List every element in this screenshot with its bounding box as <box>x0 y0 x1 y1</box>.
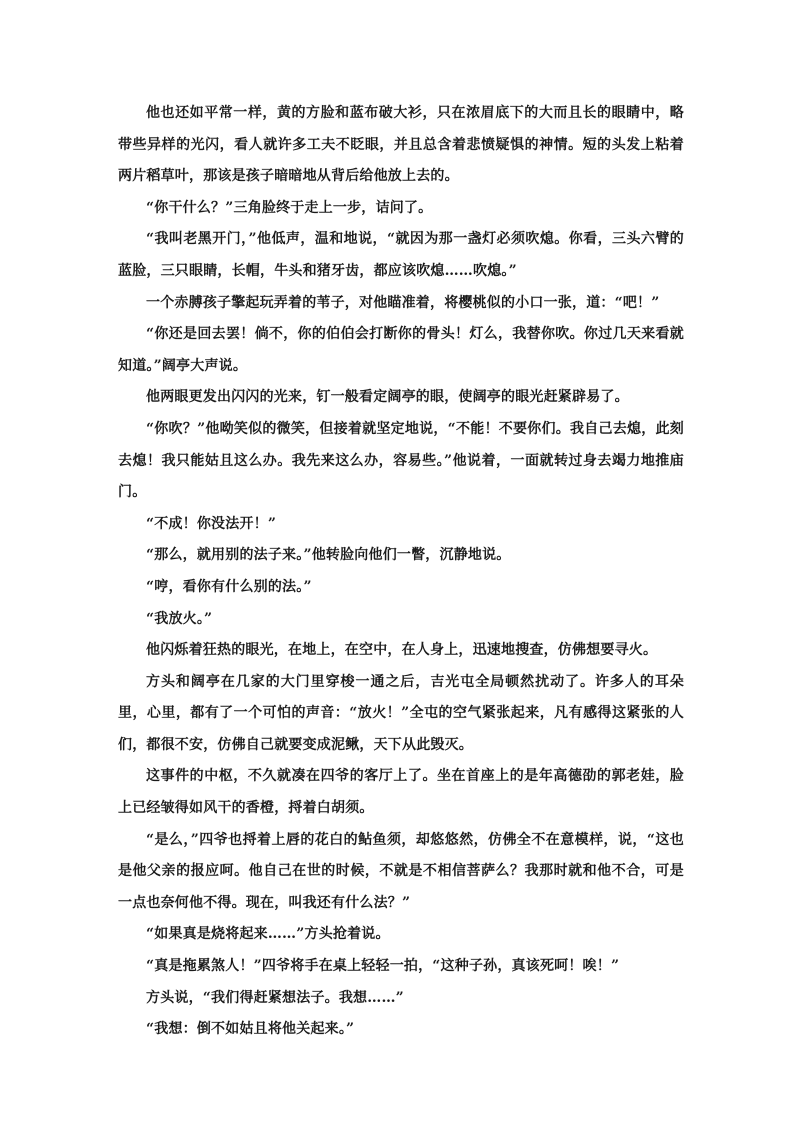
paragraph-11: “我放火。” <box>146 610 213 627</box>
paragraph-12: 他闪烁着狂热的眼光，在地上，在空中，在人身上，迅速地搜查，仿佛想要寻火。 <box>146 642 658 659</box>
paragraph-7: “你吹？”他呦笑似的微笑，但接着就坚定地说，“不能！不要你们。我自己去熄，此刻去熄！我只能姑且这么办。我先来这么办，容易些。”他说着，一面就转过身去竭力地推庙门。 <box>118 420 684 501</box>
paragraph-6: 他两眼更发出闪闪的光来，钉一般看定阔亭的眼，使阔亭的眼光赶紧辟易了。 <box>146 389 629 406</box>
paragraph-14: 这事件的中枢，不久就凑在四爷的客厅上了。坐在首座上的是年高德劭的郭老娃，脸上已经皱得如风干的香橙，捋着白胡须。 <box>118 768 684 817</box>
paragraph-9: “那么，就用别的法子来。”他转脸向他们一瞥，沉静地说。 <box>146 547 511 564</box>
paragraph-5: “你还是回去罢！倘不，你的伯伯会打断你的骨头！灯么，我替你吹。你过几天来看就知道。”阔亭大声说。 <box>118 326 684 374</box>
paragraph-2: “你干什么？”三角脸终于走上一步，诘问了。 <box>146 199 433 216</box>
paragraph-15: “是么，”四爷也捋着上唇的花白的鲇鱼须，却悠悠然，仿佛全不在意模样，说，“这也是他父亲的报应呵。他自己在世的时候，不就是不相信菩萨么？我那时就和他不合，可是一点也奈何他不得。现在，叫我还有什么法？” <box>118 831 684 911</box>
story-text <box>118 98 684 1046</box>
paragraph-13: 方头和阔亭在几家的大门里穿梭一通之后，吉光屯全局顿然扰动了。许多人的耳朵里，心里，都有了一个可怕的声音：“放火！”全屯的空气紧张起来，凡有感得这紧张的人们，都很不安，仿佛自己就要变成泥鳅，天下从此毁灭。 <box>118 673 684 753</box>
paragraph-17: “真是拖累煞人！”四爷将手在桌上轻轻一拍，“这种子孙，真该死呵！唉！” <box>146 958 620 975</box>
paragraph-19: “我想：倒不如姑且将他关起来。” <box>146 1021 355 1038</box>
paragraph-18: 方头说，“我们得赶紧想法子。我想……” <box>146 989 404 1006</box>
paragraph-16: “如果真是烧将起来……”方头抢着说。 <box>146 926 390 943</box>
paragraph-4: 一个赤膊孩子擎起玩弄着的苇子，对他瞄准着，将樱桃似的小口一张，道：“吧！” <box>146 294 660 311</box>
paragraph-3: “我叫老黑开门，”他低声，温和地说，“就因为那一盏灯必须吹熄。你看，三头六臂的蓝脸，三只眼睛，长帽，牛头和猪牙齿，都应该吹熄……吹熄。” <box>118 231 684 279</box>
paragraph-8: “不成！你没法开！” <box>146 515 277 532</box>
paragraph-1: 他也还如平常一样，黄的方脸和蓝布破大衫，只在浓眉底下的大而且长的眼睛中，略带些异样的光闪，看人就许多工夫不眨眼，并且总含着悲愤疑惧的神情。短的头发上粘着两片稻草叶，那该是孩子暗暗地从背后给他放上去的。 <box>118 105 684 185</box>
paragraph-10: “哼，看你有什么别的法。” <box>146 578 312 595</box>
